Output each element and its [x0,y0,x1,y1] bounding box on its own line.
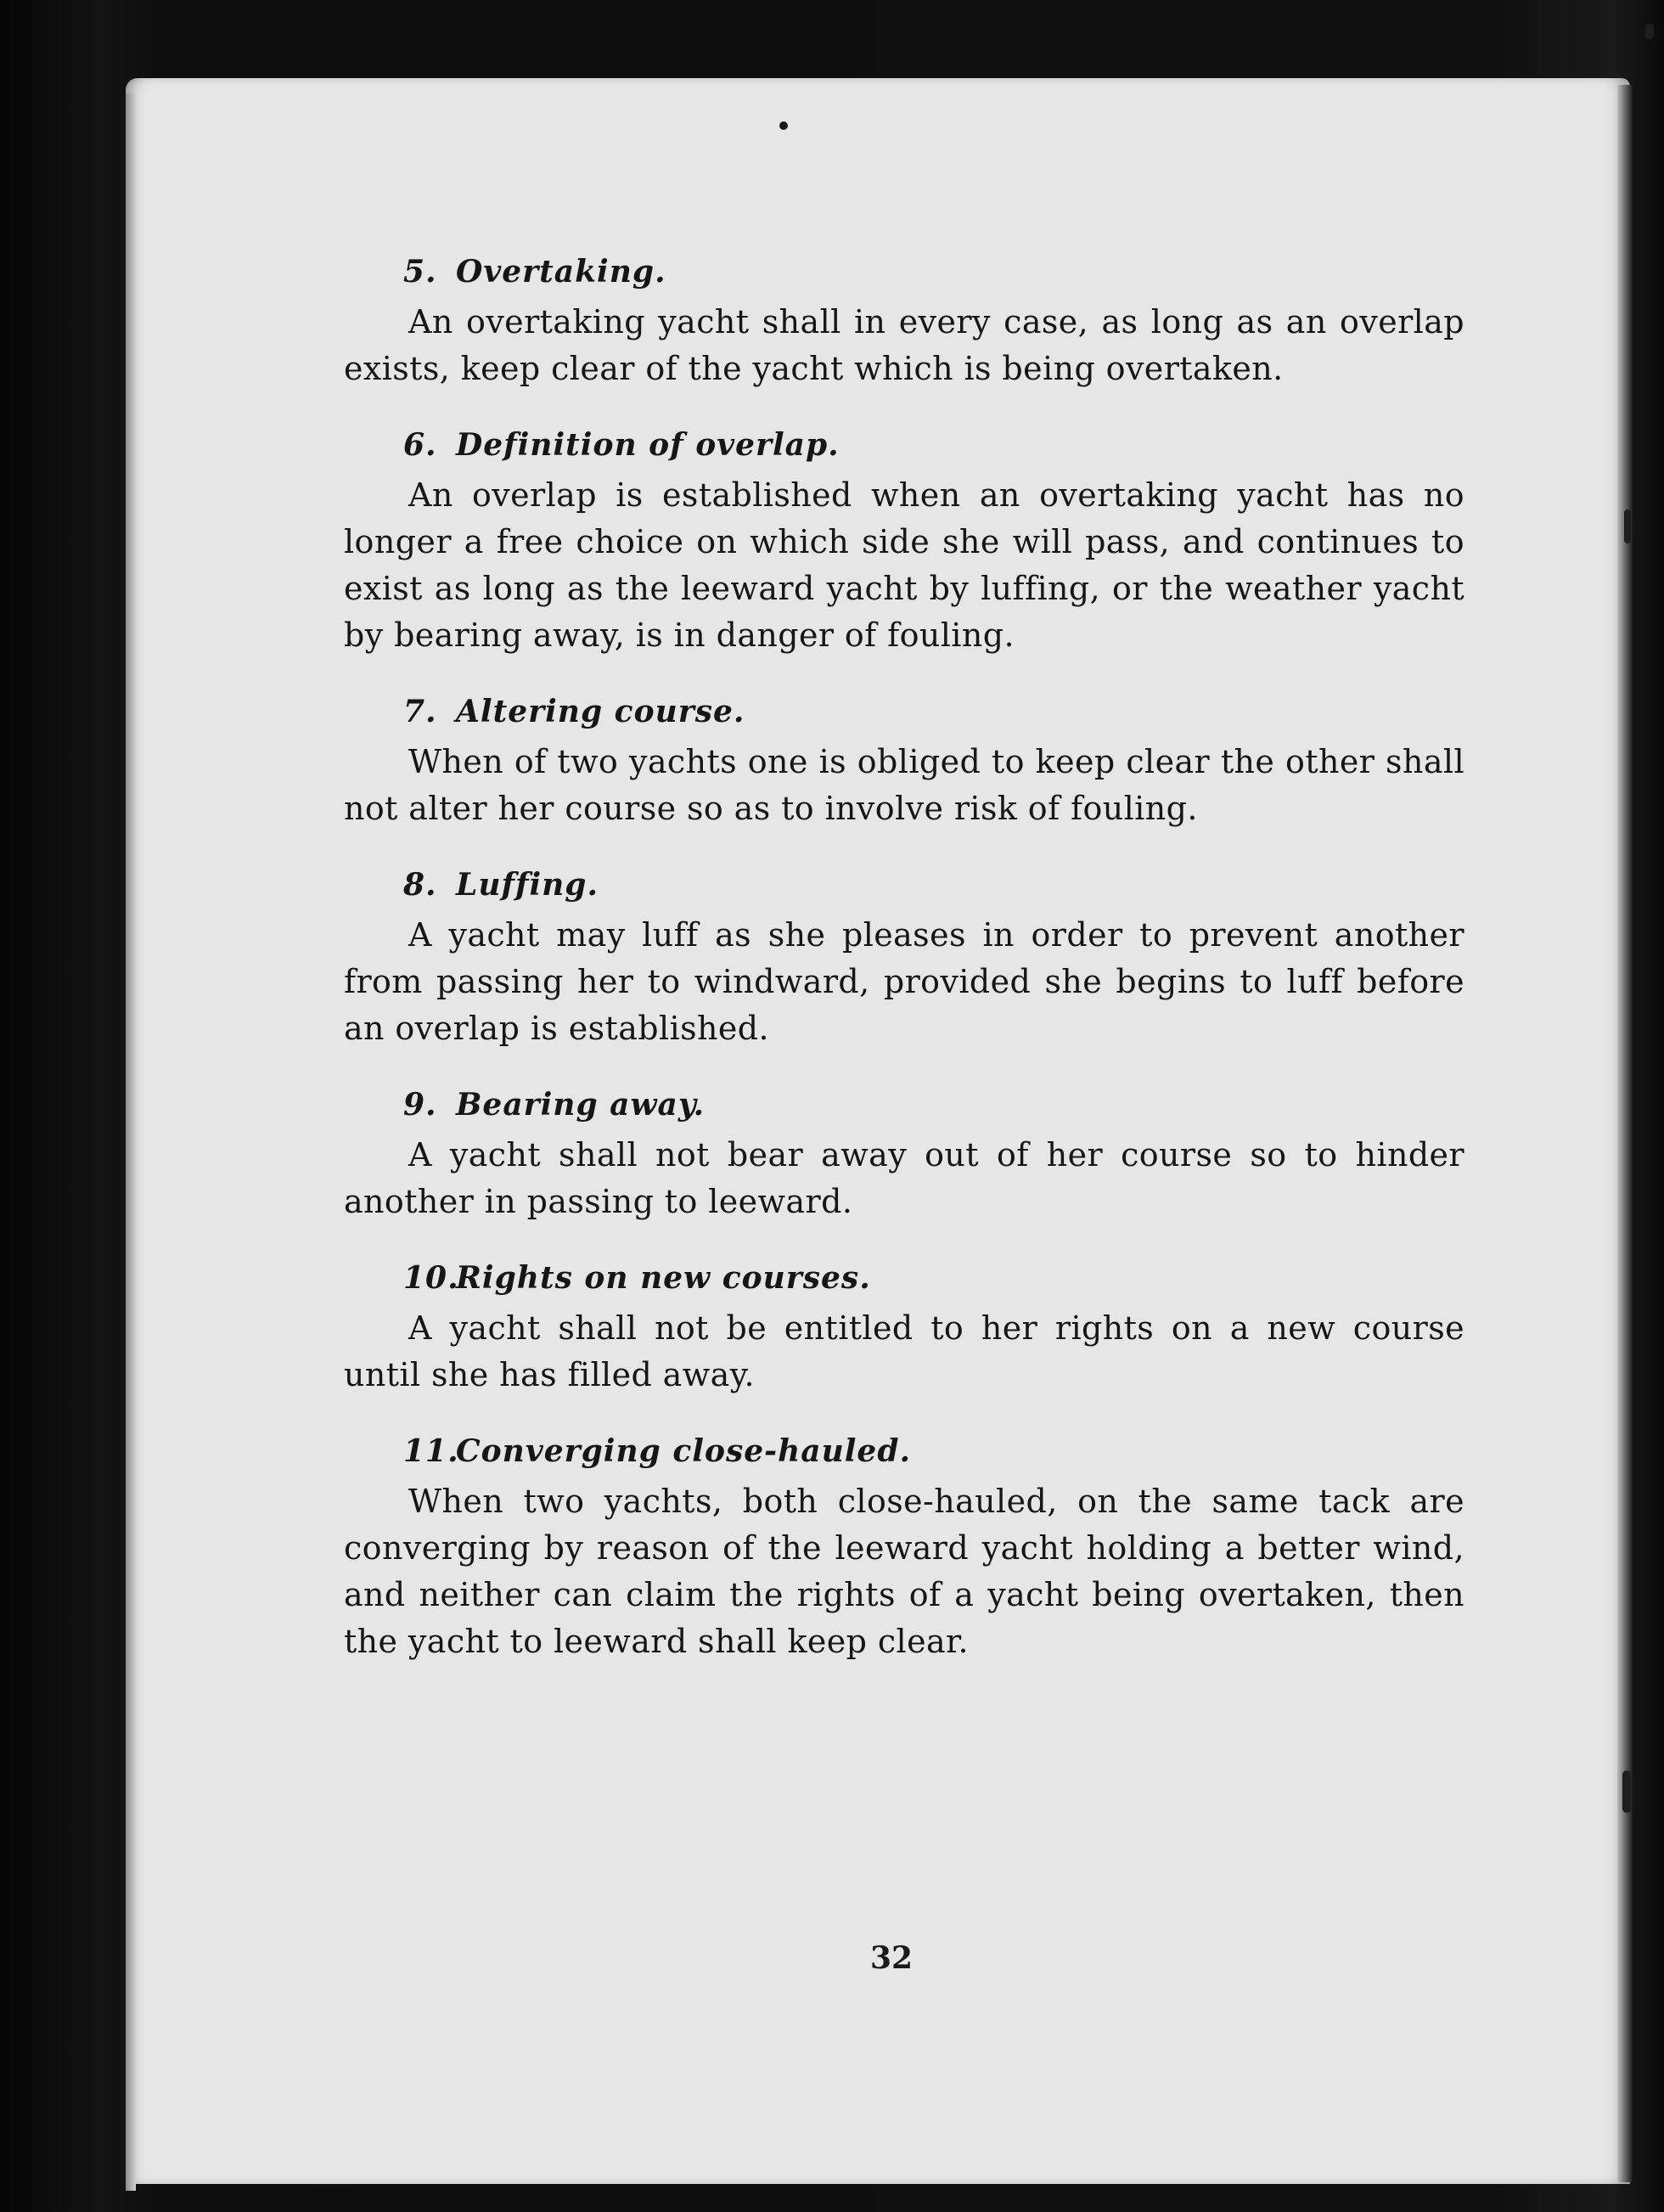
section-9 [344,1084,1464,1225]
section-heading [403,425,1464,465]
section-heading [403,251,1464,292]
section-number: 7. [403,694,437,729]
section-number: 10. [403,1260,459,1296]
page-number: 32 [869,1940,914,1976]
section-title: Overtaking. [456,254,666,290]
section-paragraph: A yacht shall not be entitled to her rights on a new course until she has filled away. [344,1309,1464,1393]
section-number: 6. [403,427,437,463]
section-10 [344,1258,1464,1399]
gutter-mark [1622,1770,1631,1813]
section-heading [403,691,1464,732]
section-7 [344,691,1464,832]
section-11 [344,1431,1464,1665]
section-heading [403,1431,1464,1472]
section-title: Definition of overlap. [456,427,840,463]
section-paragraph: A yacht shall not bear away out of her course so to hinder another in passing to leeward. [344,1136,1464,1220]
section-title: Altering course. [456,694,745,729]
section-6 [344,425,1464,659]
section-paragraph: An overlap is established when an overtaking yacht has no longer a free choice on which side she will pass, and continues to exist as long as the leeward yacht by luffing, or the weather yacht by bearing away, is in danger of fouling. [344,476,1464,654]
section-5 [344,251,1464,392]
section-paragraph: When of two yachts one is obliged to keep clear the other shall not alter her course so as to involve risk of fouling. [344,743,1464,827]
gutter-mark [1624,509,1631,543]
book-gutter [1617,85,1633,2182]
scan-speck [1645,24,1654,39]
section-paragraph: A yacht may luff as she pleases in order to prevent another from passing her to windward, provided she begins to luff before an overlap is established. [344,916,1464,1047]
section-paragraph: An overtaking yacht shall in every case, as long as an overlap exists, keep clear of the yacht which is being overtaken. [344,303,1464,387]
ink-speck [779,121,788,130]
section-title: Bearing away. [456,1087,706,1123]
section-paragraph: When two yachts, both close-hauled, on the same tack are converging by reason of the leeward yacht holding a better wind, and neither can claim the rights of a yacht being overtaken, then the yacht to leeward shall keep clear. [344,1483,1464,1660]
section-title: Rights on new courses. [456,1260,871,1296]
section-8 [344,864,1464,1052]
section-title: Converging close-hauled. [456,1433,912,1469]
section-number: 9. [403,1087,437,1123]
page-text [344,251,1464,1697]
section-heading [403,1084,1464,1125]
section-heading [403,864,1464,905]
section-number: 5. [403,254,437,290]
section-title: Luffing. [456,867,599,903]
section-heading [403,1258,1464,1298]
page-edge [126,93,136,2191]
section-number: 8. [403,867,437,903]
section-number: 11. [403,1433,459,1469]
